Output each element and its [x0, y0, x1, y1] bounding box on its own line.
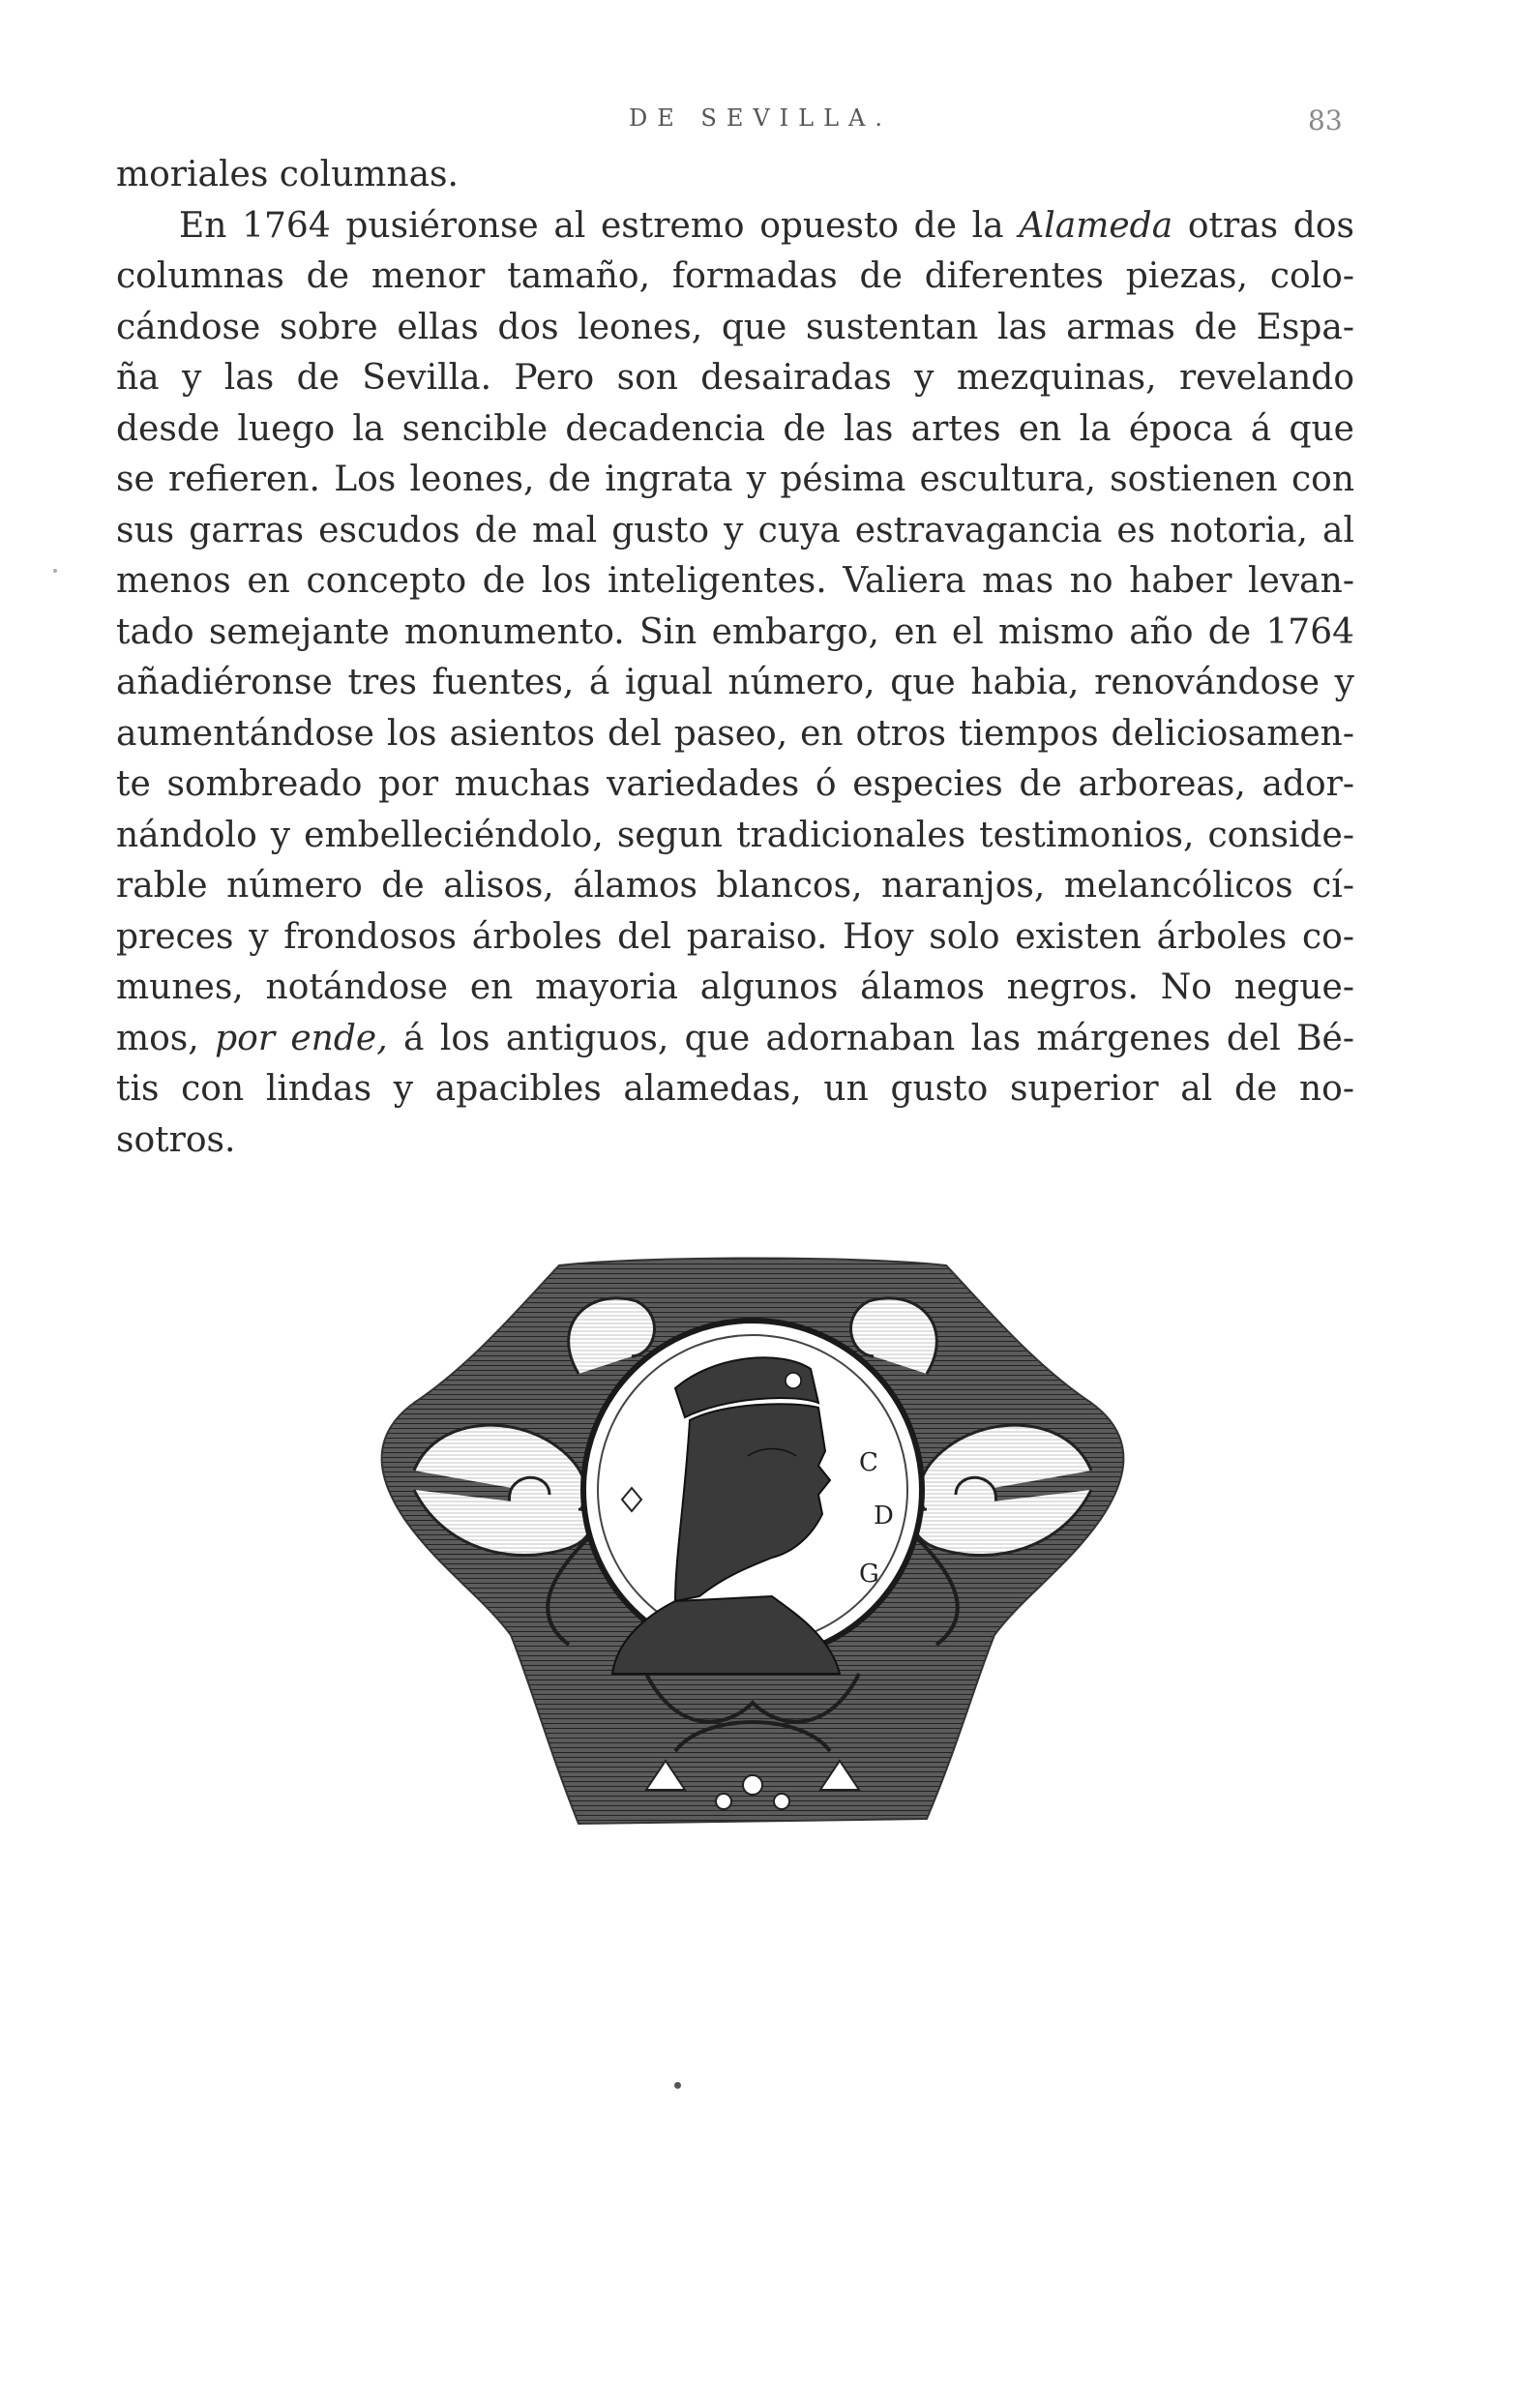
running-head: [0, 104, 1513, 143]
text-line-end: á los antiguos, que adornaban las márgenes del Bé-: [403, 1018, 1354, 1058]
page-number: 83: [1308, 104, 1343, 136]
text-line: rable número de alisos, álamos blancos, naranjos, melancólicos cí-: [116, 866, 1354, 906]
medallion-letter: G: [859, 1560, 879, 1589]
ink-speck: [674, 2082, 681, 2089]
medallion-letter: D: [874, 1501, 894, 1531]
text-line: tis con lindas y apacibles alamedas, un gusto superior al de no-: [116, 1069, 1354, 1109]
text-line: [116, 201, 1354, 253]
text-line: munes, notándose en mayoria algunos álamos negros. No negue-: [116, 967, 1354, 1007]
text-line-start: mos,: [116, 1018, 199, 1058]
text-line: tado semejante monumento. Sin embargo, en el mismo año de 1764: [116, 611, 1354, 652]
text-line: sus garras escudos de mal gusto y cuya estravagancia es notoria, al: [116, 510, 1354, 550]
text-line-end: otras dos: [1187, 205, 1354, 246]
text-line: ña y las de Sevilla. Pero son desairadas y mezquinas, revelando: [116, 358, 1354, 398]
text-line: sotros.: [116, 1119, 236, 1160]
text-line: desde luego la sencible decadencia de las artes en la época á que: [116, 408, 1354, 449]
text-line: se refieren. Los leones, de ingrata y pésima escultura, sostienen con: [116, 460, 1354, 499]
body-text: [116, 150, 1354, 1166]
text-line: nándolo y embelleciéndolo, segun tradicionales testimonios, conside-: [116, 815, 1354, 855]
text-line: menos en concepto de los inteligentes. Valiera mas no haber levan-: [116, 561, 1354, 601]
text-line: preces y frondosos árboles del paraiso. Hoy solo existen árboles co-: [116, 916, 1354, 957]
text-line-start: En 1764 pusiéronse al estremo opuesto de la: [179, 205, 1004, 246]
text-line: [116, 1014, 1354, 1065]
text-line: columnas de menor tamaño, formadas de diferentes piezas, colo-: [116, 256, 1354, 296]
text-line: cándose sobre ellas dos leones, que sustentan las armas de Espa-: [116, 307, 1354, 347]
medallion-letter: C: [859, 1448, 878, 1477]
text-line: moriales columnas.: [116, 155, 459, 194]
margin-speck: [53, 569, 57, 573]
text-line: aumentándose los asientos del paseo, en otros tiempos deliciosamen-: [116, 713, 1354, 754]
italic-phrase: por ende,: [215, 1018, 388, 1058]
medallion-portrait-ornament-icon: [356, 1248, 1149, 1833]
italic-place-name: Alameda: [1019, 205, 1173, 246]
running-title: DE SEVILLA.: [629, 104, 892, 132]
text-line: te sombreado por muchas variedades ó especies de arboreas, ador-: [116, 764, 1354, 804]
text-line: añadiéronse tres fuentes, á igual número, que habia, renovándose y: [116, 663, 1354, 702]
